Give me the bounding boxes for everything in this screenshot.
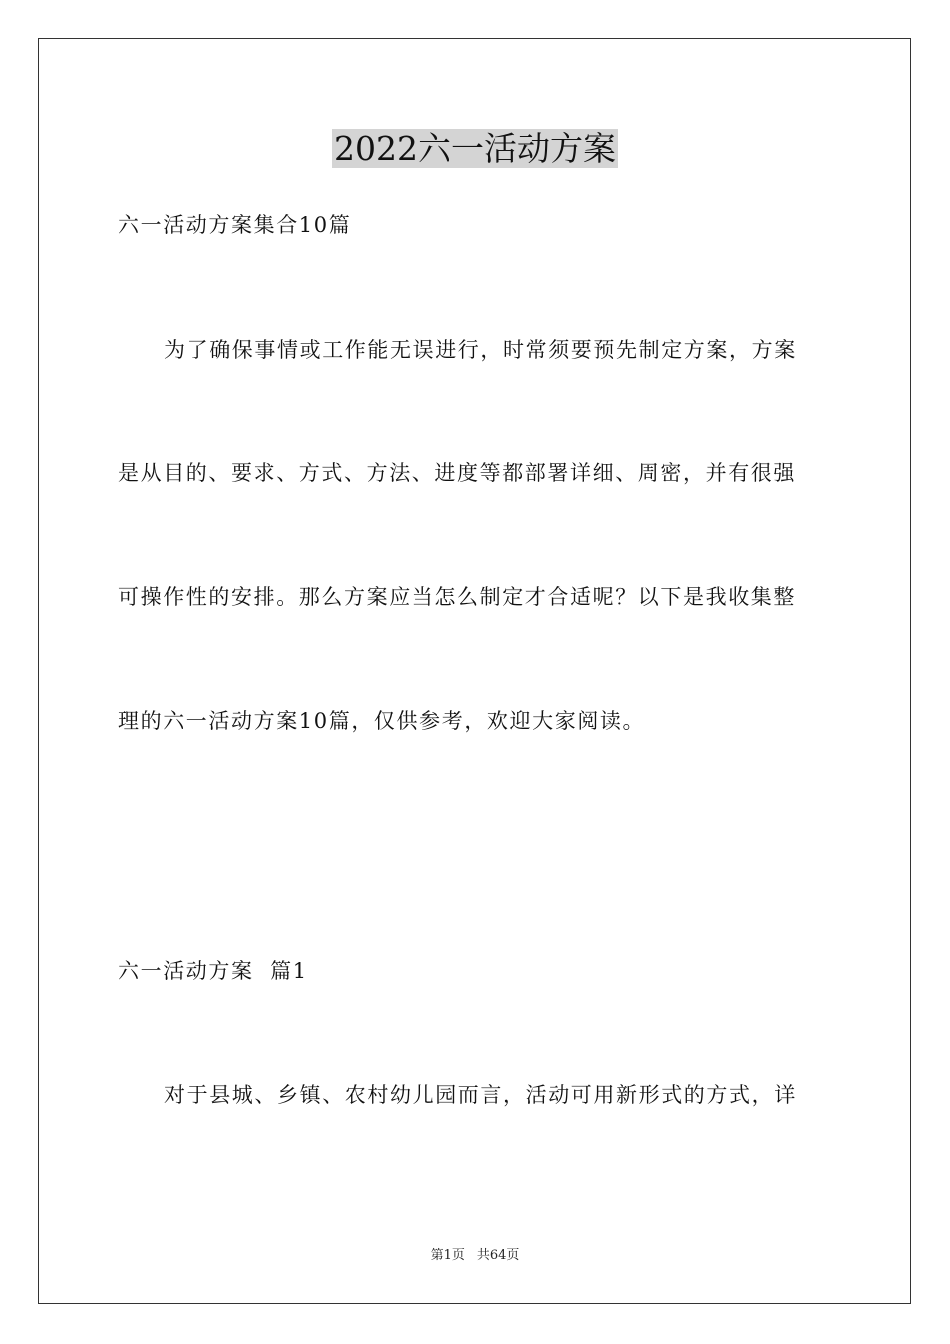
page-number-current: 第1页 [430,1248,465,1263]
intro-line-1: 为了确保事情或工作能无误进行，时常须要预先制定方案，方案 [164,338,797,362]
page-number-total: 共64页 [476,1248,520,1263]
page-footer [0,1247,950,1265]
section-heading: 六一活动方案 篇1 [118,959,308,983]
intro-line-3: 可操作性的安排。那么方案应当怎么制定才合适呢？以下是我收集整 [118,585,796,609]
intro-line-2: 是从目的、要求、方式、方法、进度等都部署详细、周密，并有很强 [118,461,796,485]
section-line-1: 对于县城、乡镇、农村幼儿园而言，活动可用新形式的方式，详 [164,1083,797,1107]
intro-line-4: 理的六一活动方案10篇，仅供参考，欢迎大家阅读。 [118,709,646,733]
document-title [0,128,950,170]
document-subtitle: 六一活动方案集合10篇 [118,213,352,237]
document-title-text: 2022六一活动方案 [334,129,616,168]
